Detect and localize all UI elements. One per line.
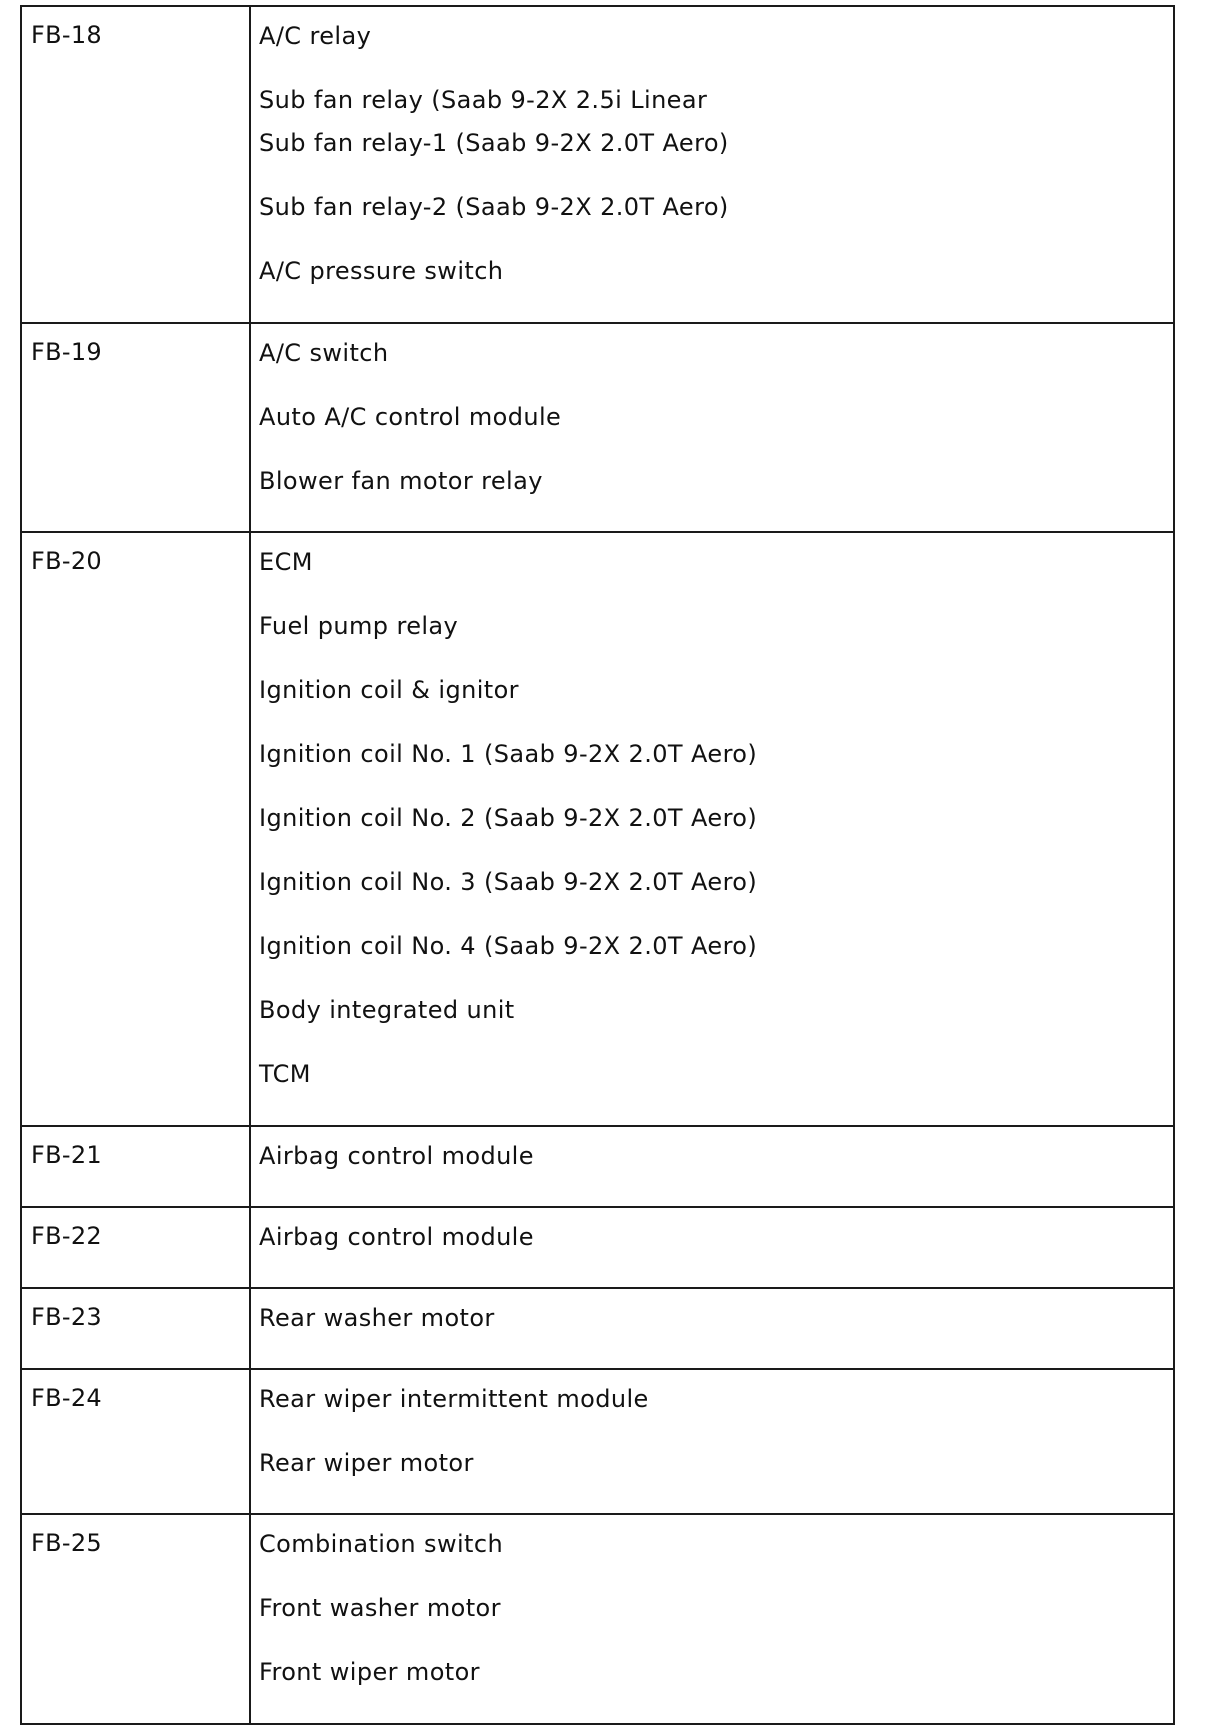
component-list [259,338,1173,496]
component-item: Combination switch [259,1530,504,1558]
component-item: Auto A/C control module [259,403,562,431]
component-item: Fuel pump relay [259,612,459,640]
component-list [259,547,1173,1089]
fuse-id: FB-23 [21,1288,250,1369]
table-row [21,1369,1174,1514]
table-row [21,1126,1174,1207]
component-item: Front washer motor [259,1594,501,1622]
component-item: TCM [259,1060,311,1088]
component-item: A/C switch [259,339,389,367]
component-list [259,1529,1173,1687]
table-row [21,6,1174,323]
component-cell [250,532,1174,1126]
component-item: Sub fan relay-1 (Saab 9-2X 2.0T Aero) [259,129,729,157]
component-cell [250,1369,1174,1514]
component-list [259,1141,1173,1171]
component-cell [250,323,1174,532]
component-item: ECM [259,548,313,576]
component-cell [250,1514,1174,1724]
fuse-id: FB-18 [21,6,250,323]
fuse-id: FB-22 [21,1207,250,1288]
table-row [21,323,1174,532]
component-list [259,21,1173,286]
component-item: Body integrated unit [259,996,515,1024]
component-item: Rear wiper intermittent module [259,1385,649,1413]
component-item: Airbag control module [259,1142,534,1170]
component-item: Ignition coil & ignitor [259,676,519,704]
component-cell [250,1126,1174,1207]
table-row [21,1514,1174,1724]
component-list [259,1303,1173,1333]
table-row [21,532,1174,1126]
fuse-table [20,5,1175,1725]
component-item: Airbag control module [259,1223,534,1251]
component-item: Sub fan relay-2 (Saab 9-2X 2.0T Aero) [259,193,729,221]
table-row [21,1288,1174,1369]
component-list [259,1222,1173,1252]
fuse-id: FB-20 [21,532,250,1126]
component-item: Sub fan relay (Saab 9-2X 2.5i Linear [259,86,708,114]
component-item: A/C relay [259,22,372,50]
fuse-id: FB-25 [21,1514,250,1724]
component-cell [250,1207,1174,1288]
component-cell [250,6,1174,323]
table-row [21,1207,1174,1288]
component-list [259,1384,1173,1478]
fuse-id: FB-24 [21,1369,250,1514]
component-cell [250,1288,1174,1369]
component-item: Rear wiper motor [259,1449,474,1477]
component-item: Ignition coil No. 3 (Saab 9-2X 2.0T Aero) [259,868,758,896]
fuse-id: FB-21 [21,1126,250,1207]
component-item: Rear washer motor [259,1304,495,1332]
component-item: Front wiper motor [259,1658,480,1686]
component-item: Blower fan motor relay [259,467,543,495]
component-item: A/C pressure switch [259,257,504,285]
component-item: Ignition coil No. 4 (Saab 9-2X 2.0T Aero) [259,932,758,960]
component-item: Ignition coil No. 1 (Saab 9-2X 2.0T Aero) [259,740,758,768]
fuse-id: FB-19 [21,323,250,532]
component-item: Ignition coil No. 2 (Saab 9-2X 2.0T Aero) [259,804,758,832]
